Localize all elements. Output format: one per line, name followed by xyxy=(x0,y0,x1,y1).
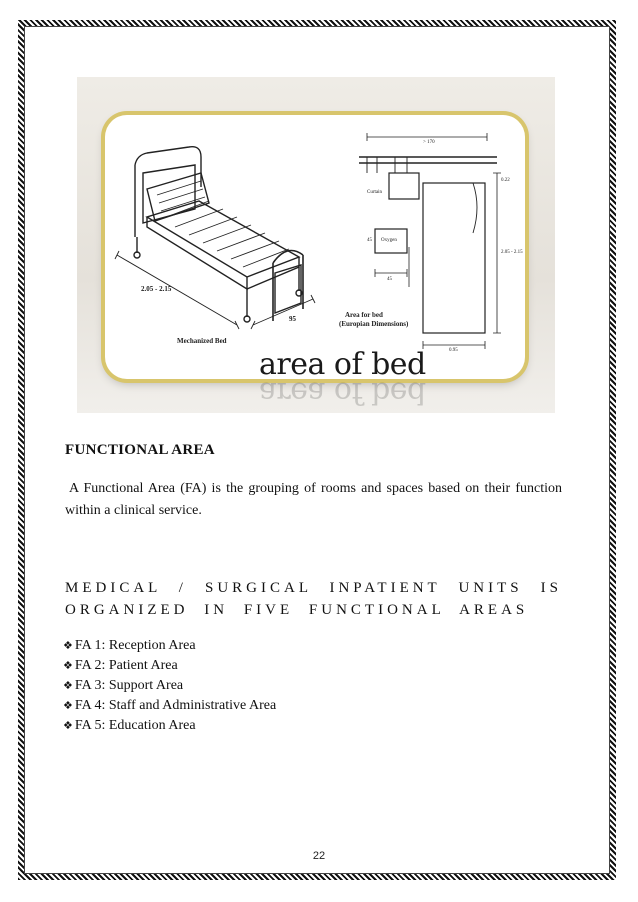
bed-area-figure xyxy=(77,77,555,413)
list-item-text: FA 4: Staff and Administrative Area xyxy=(74,698,277,713)
plan-rail xyxy=(359,157,497,163)
mechanized-bed-label: Mechanized Bed xyxy=(177,337,227,345)
side-dimension-label: 2.05 - 2.15 xyxy=(501,250,523,255)
top-dimension-label: > 170 xyxy=(423,140,435,145)
figure-caption: area of bed xyxy=(259,347,426,382)
bottom-dimension-label: 0.95 xyxy=(449,348,458,353)
area-for-bed-label: Area for bed xyxy=(345,311,383,319)
list-item xyxy=(63,696,276,716)
curtain-label: Curtain xyxy=(367,190,382,195)
dimension-width-label: 95 xyxy=(289,315,296,323)
cabinet-dimension-label: 45 xyxy=(387,277,392,282)
functional-area-list xyxy=(63,636,276,736)
bed-mattress xyxy=(147,201,299,277)
list-item xyxy=(63,656,276,676)
diamond-bullet-icon: ❖ xyxy=(63,679,73,692)
page-number: 22 xyxy=(312,850,326,862)
plan-curtain-box xyxy=(389,173,419,199)
diamond-bullet-icon: ❖ xyxy=(63,639,73,652)
dimension-length-label: 2.05 - 2.15 xyxy=(141,285,172,293)
list-item xyxy=(63,716,276,736)
list-item-text: FA 2: Patient Area xyxy=(74,658,178,673)
list-item xyxy=(63,636,276,656)
cabinet-height-label: 45 xyxy=(367,238,372,243)
caps-heading: MEDICAL / SURGICAL INPATIENT UNITS IS ORGANIZED IN FIVE FUNCTIONAL AREAS xyxy=(65,580,562,618)
diamond-bullet-icon: ❖ xyxy=(63,659,73,672)
figure-caption-reflection: area of bed xyxy=(259,375,426,410)
list-item xyxy=(63,676,276,696)
small-dimension-label: 0.22 xyxy=(501,178,510,183)
section-heading: FUNCTIONAL AREA xyxy=(65,442,215,458)
list-item-text: FA 3: Support Area xyxy=(74,678,184,693)
oxygen-label: Oxygen xyxy=(381,238,397,243)
list-item-text: FA 1: Reception Area xyxy=(74,638,196,653)
plan-bed-area xyxy=(423,183,485,333)
europian-dimensions-label: (Europian Dimensions) xyxy=(339,320,409,328)
list-item-text: FA 5: Education Area xyxy=(74,718,196,733)
definition-paragraph: A Functional Area (FA) is the grouping of rooms and spaces based on their function within a clinical service. xyxy=(65,481,562,518)
diamond-bullet-icon: ❖ xyxy=(63,719,73,732)
diamond-bullet-icon: ❖ xyxy=(63,699,73,712)
